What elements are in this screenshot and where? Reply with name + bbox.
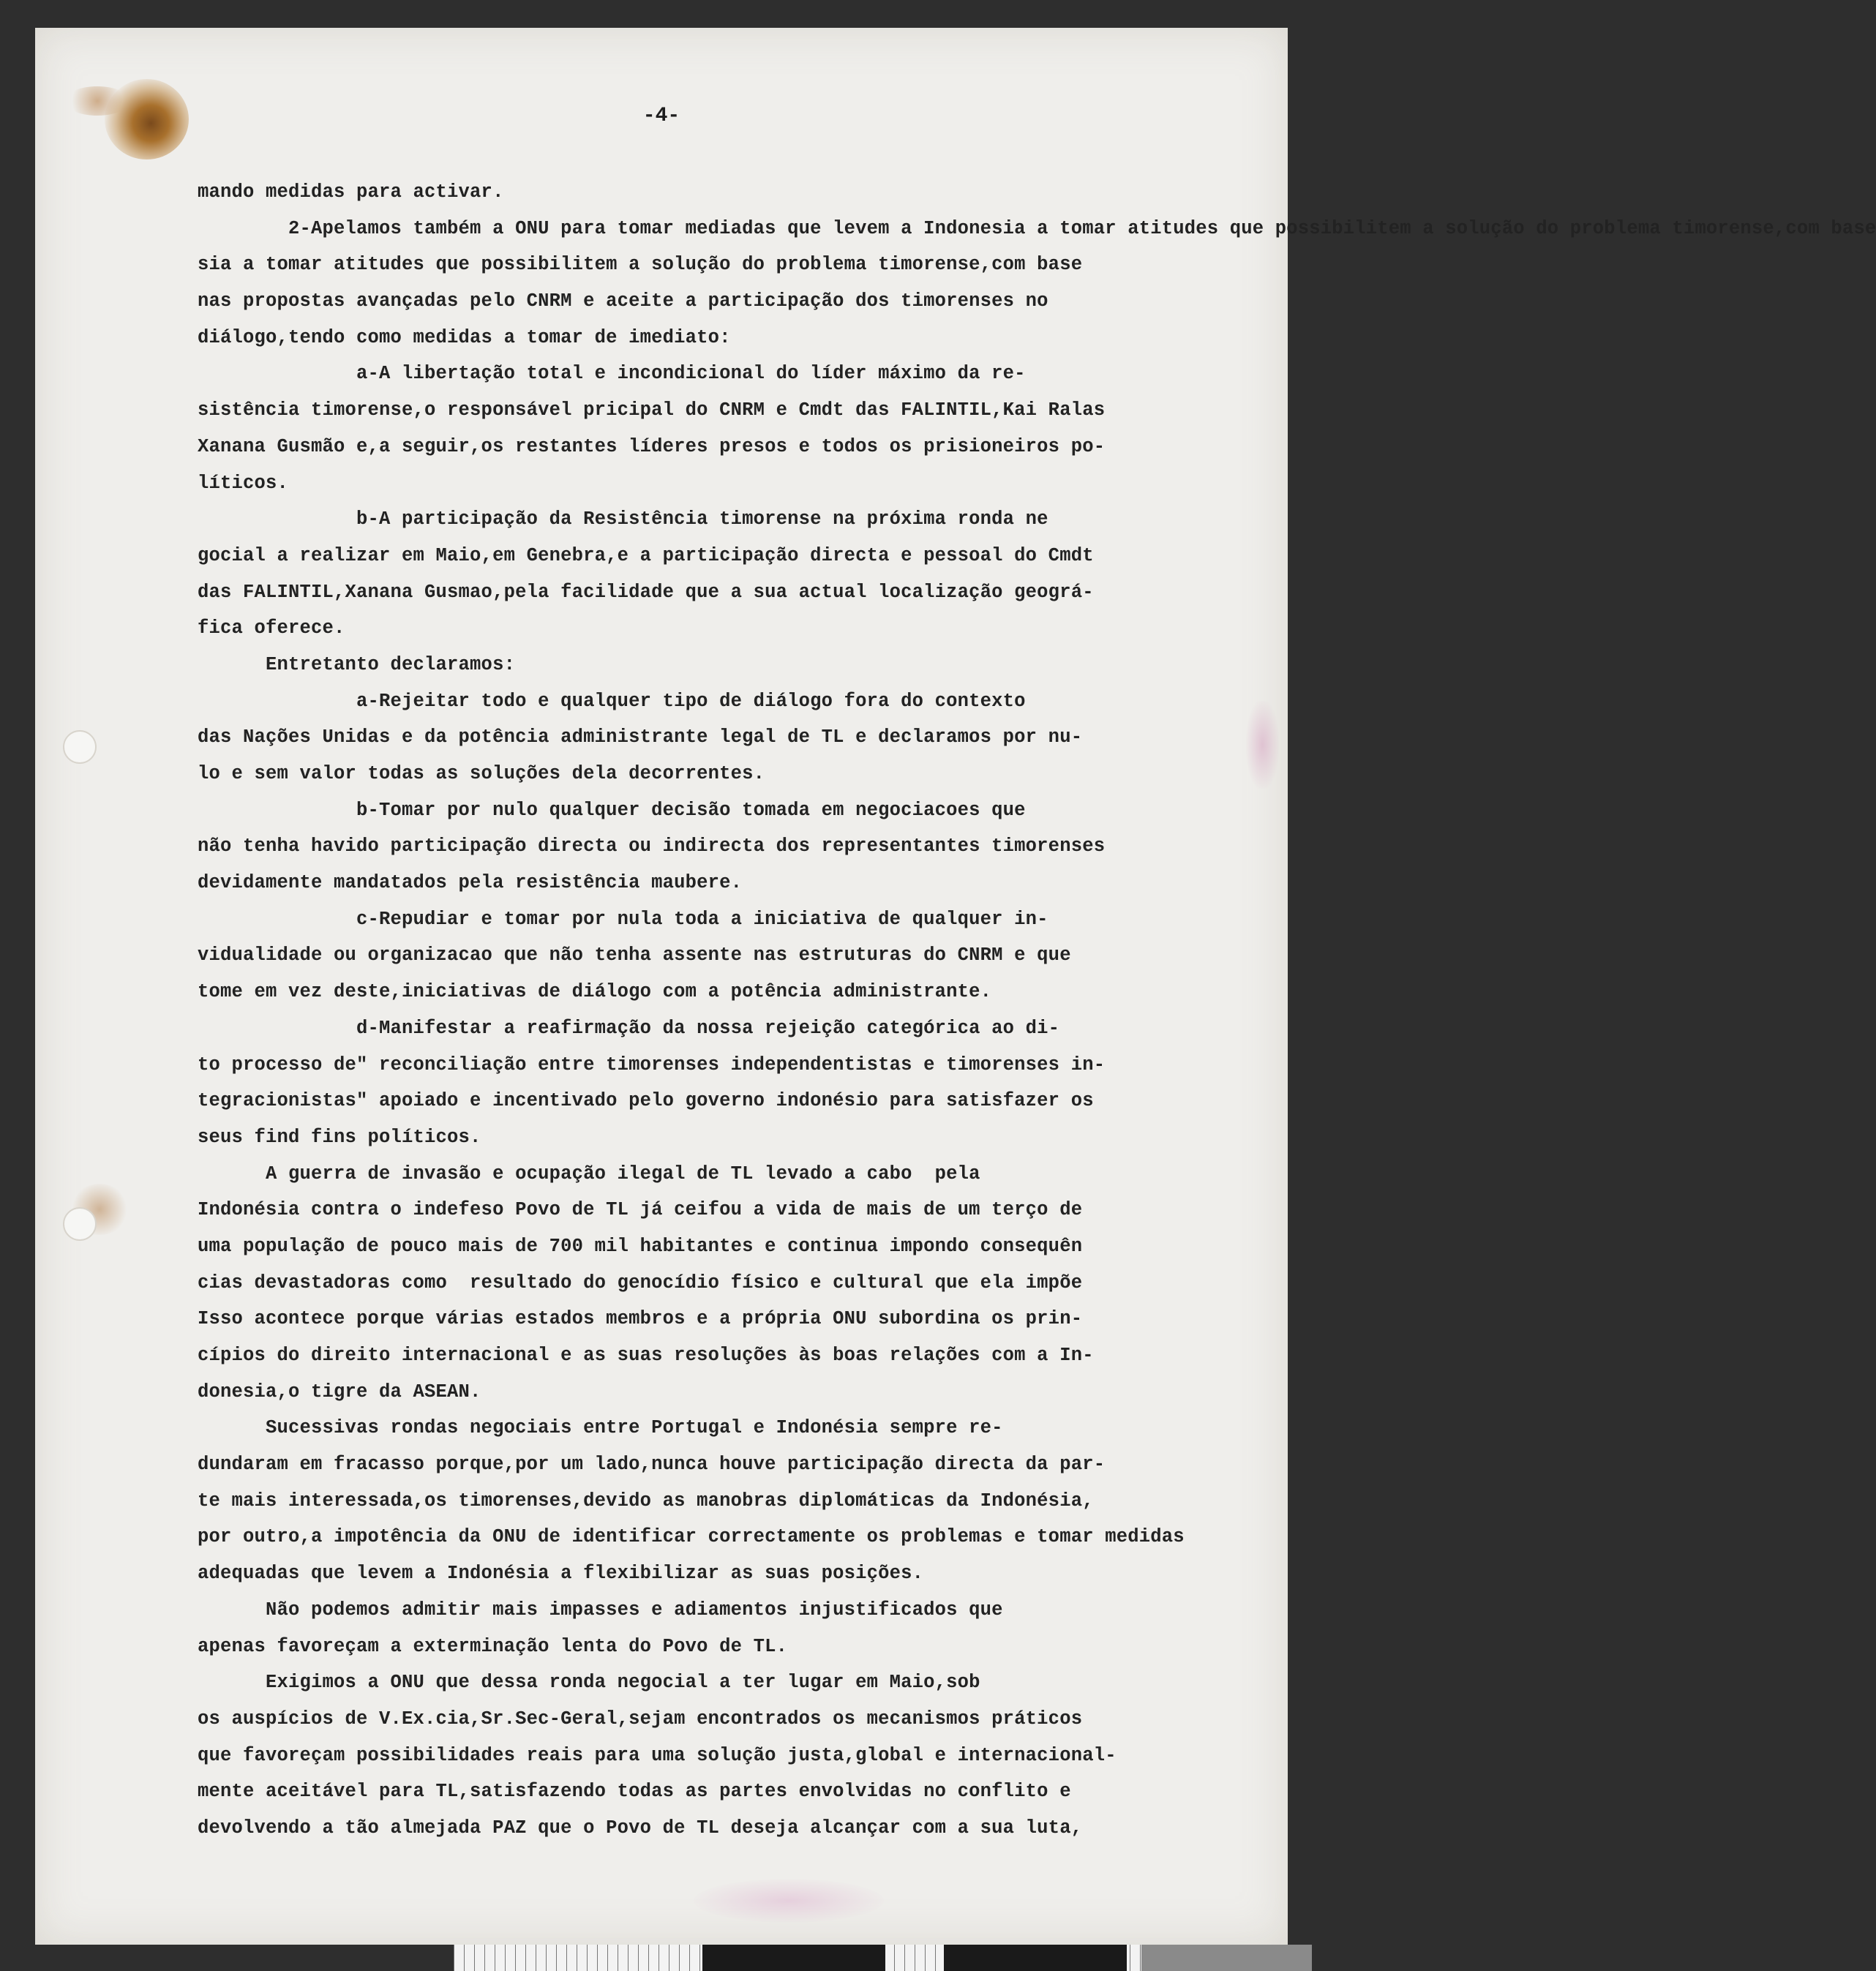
text-line: dundaram em fracasso porque,por um lado,nunca houve participação directa da par- [198, 1454, 1106, 1476]
text-line: Exigimos a ONU que dessa ronda negocial a ter lugar em Maio,sob [198, 1672, 980, 1694]
document-page [35, 28, 1876, 1945]
text-line: 2-Apelamos também a ONU para tomar mediadas que levem a Indonesia a tomar atitudes que possibilitem a solução do problema timorense,com base [198, 217, 1876, 239]
text-line: mando medidas para activar. [198, 181, 504, 203]
text-line: Não podemos admitir mais impasses e adiamentos injustificados que [198, 1599, 1003, 1621]
text-line: devolvendo a tão almejada PAZ que o Povo de TL deseja alcançar com a sua luta, [198, 1817, 1083, 1839]
text-line: devidamente mandatados pela resistência maubere. [198, 872, 743, 894]
text-line: b-Tomar por nulo qualquer decisão tomada em negociacoes que [198, 799, 1026, 821]
text-line: Xanana Gusmão e,a seguir,os restantes líderes presos e todos os prisioneiros po- [198, 435, 1106, 457]
text-line: to processo de" reconciliação entre timorenses independentistas e timorenses in- [198, 1054, 1106, 1075]
text-line: fica oferece. [198, 617, 345, 639]
text-line: d-Manifestar a reafirmação da nossa rejeição categórica ao di- [198, 1017, 1060, 1039]
text-line: por outro,a impotência da ONU de identificar correctamente os problemas e tomar medidas [198, 1526, 1185, 1548]
punch-hole [63, 1207, 97, 1241]
text-line: nas propostas avançadas pelo CNRM e aceite a participação dos timorenses no [198, 290, 1048, 312]
text-line: te mais interessada,os timorenses,devido as manobras diplomáticas da Indonésia, [198, 1490, 1094, 1512]
text-line: Entretanto declaramos: [198, 653, 516, 675]
text-line: c-Repudiar e tomar por nula toda a iniciativa de qualquer in- [198, 908, 1048, 930]
text-line: os auspícios de V.Ex.cia,Sr.Sec-Geral,sejam encontrados os mecanismos práticos [198, 1708, 1083, 1730]
color-bar [1141, 1945, 1312, 1971]
text-line: uma população de pouco mais de 700 mil habitantes e continua impondo consequên [198, 1235, 1083, 1257]
text-line: Indonésia contra o indefeso Povo de TL já ceifou a vida de mais de um terço de [198, 1199, 1083, 1221]
text-line: a-A libertação total e incondicional do líder máximo da re- [198, 363, 1026, 385]
text-line: tegracionistas" apoiado e incentivado pelo governo indonésio para satisfazer os [198, 1090, 1094, 1112]
color-bar [944, 1945, 1127, 1971]
text-line: Sucessivas rondas negociais entre Portugal e Indonésia sempre re- [198, 1417, 1003, 1439]
text-line: cias devastadoras como resultado do genocídio físico e cultural que ela impõe [198, 1272, 1083, 1294]
text-line: seus find fins políticos. [198, 1126, 481, 1148]
text-line: das FALINTIL,Xanana Gusmao,pela facilidade que a sua actual localização geográ- [198, 581, 1094, 603]
text-line: b-A participação da Resistência timorense na próxima ronda ne [198, 508, 1048, 530]
text-line: apenas favoreçam a exterminação lenta do Povo de TL. [198, 1635, 788, 1657]
text-line: sistência timorense,o responsável pricipal do CNRM e Cmdt das FALINTIL,Kai Ralas [198, 399, 1106, 421]
text-line: Isso acontece porque várias estados membros e a própria ONU subordina os prin- [198, 1308, 1083, 1330]
text-line: tome em vez deste,iniciativas de diálogo com a potência administrante. [198, 981, 992, 1003]
text-line: a-Rejeitar todo e qualquer tipo de diálogo fora do contexto [198, 690, 1026, 712]
text-line: diálogo,tendo como medidas a tomar de imediato: [198, 326, 731, 348]
text-line: A guerra de invasão e ocupação ilegal de TL levado a cabo pela [198, 1163, 980, 1185]
body-text [198, 174, 1876, 1847]
page-number: -4- [642, 105, 680, 127]
text-line: lo e sem valor todas as soluções dela decorrentes. [198, 763, 765, 784]
text-line: mente aceitável para TL,satisfazendo todas as partes envolvidas no conflito e [198, 1781, 1071, 1803]
ink-smudge [694, 1879, 884, 1923]
text-line: das Nações Unidas e da potência administrante legal de TL e declaramos por nu- [198, 727, 1083, 748]
text-line: que favoreçam possibilidades reais para uma solução justa,global e internacional- [198, 1744, 1117, 1766]
text-line: adequadas que levem a Indonésia a flexibilizar as suas posições. [198, 1563, 924, 1585]
text-line: sia a tomar atitudes que possibilitem a solução do problema timorense,com base [198, 254, 1083, 276]
text-line: gocial a realizar em Maio,em Genebra,e a participação directa e pessoal do Cmdt [198, 544, 1094, 566]
text-line: não tenha havido participação directa ou indirecta dos representantes timorenses [198, 836, 1106, 857]
color-bar [702, 1945, 885, 1971]
text-line: vidualidade ou organizacao que não tenha assente nas estruturas do CNRM e que [198, 945, 1071, 966]
punch-hole [63, 730, 97, 764]
text-line: donesia,o tigre da ASEAN. [198, 1381, 481, 1403]
text-line: líticos. [198, 472, 289, 494]
text-line: cípios do direito internacional e as suas resoluções às boas relações com a In- [198, 1345, 1094, 1366]
